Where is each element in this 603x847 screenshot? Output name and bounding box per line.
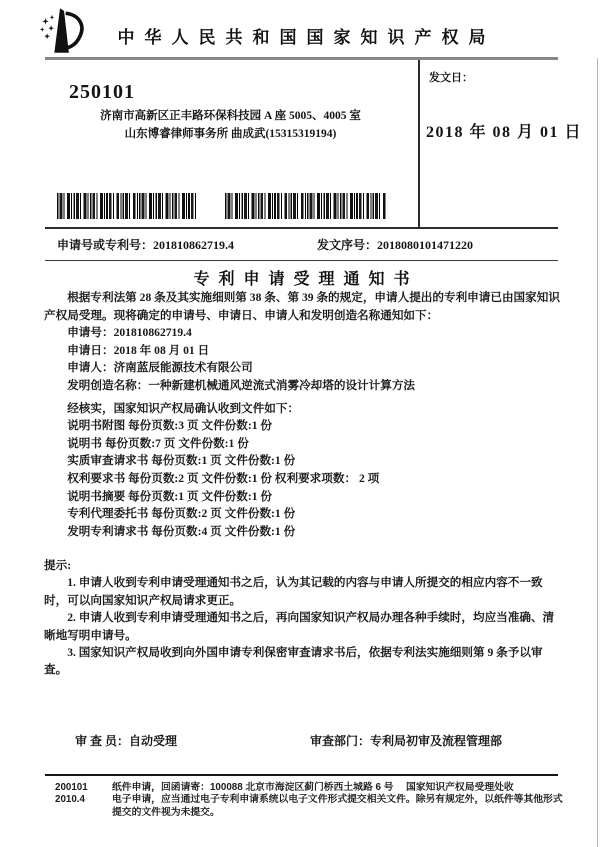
hints-label: 提示: — [44, 559, 72, 572]
barcode — [225, 193, 386, 219]
document-line: 说明书摘要 每份页数:1 页 文件份数:1 份 — [67, 489, 273, 503]
header-divider — [45, 57, 558, 60]
examiner-field — [75, 732, 177, 749]
dispatch-date: 2018 年 08 月 01 日 — [426, 124, 583, 141]
applicant-line: 申请人：济南蓝辰能源技术有限公司 — [67, 361, 253, 375]
notice-body — [44, 289, 561, 540]
department-field — [310, 732, 502, 749]
document-line: 权利要求书 每份页数:2 页 文件份数:1 份 权利要求项数： 2 项 — [67, 471, 380, 485]
mailing-address — [58, 107, 403, 143]
documents-intro: 经核实，国家知识产权局确认收到文件如下： — [67, 401, 300, 415]
serial-number-label: 发文序号： — [317, 238, 378, 252]
postal-code: 250101 — [69, 81, 135, 103]
hint-item: 1. 申请人收到专利申请受理通知书之后，认为其记载的内容与申请人所提交的相应内容不一致时，可以向国家知识产权局请求更正。 — [44, 576, 543, 607]
dispatch-date-label: 发文日： — [429, 72, 473, 84]
application-no-line: 申请号：201810862719.4 — [67, 326, 192, 340]
footer-form-code: 2010.4 — [55, 794, 85, 806]
notice-title: 专利申请受理通知书 — [193, 271, 419, 288]
hint-item: 2. 申请人收到专利申请受理通知书之后，再向国家知识产权局办理各种手续时，均应当准确、清晰地写明申请号。 — [44, 611, 555, 642]
scan-page-edge — [597, 58, 598, 847]
dispatch-serial-number — [317, 236, 473, 253]
application-number-label: 申请号或专利号： — [57, 238, 154, 252]
application-number — [57, 236, 234, 253]
barcode — [57, 193, 197, 219]
document-line: 说明书 每份页数:7 页 文件份数:1 份 — [67, 436, 249, 450]
document-line: 实质审查请求书 每份页数:1 页 文件份数:1 份 — [67, 454, 296, 468]
agency-title: 中华人民共和国国家知识产权局 — [117, 28, 496, 47]
footer-notes — [55, 782, 565, 819]
hints-section — [44, 557, 561, 679]
address-line-2: 山东博睿律师事务所 曲成武(15315319194) — [124, 128, 337, 140]
address-line-1: 济南市高新区正丰路环保科技园 A 座 5005、4005 室 — [100, 110, 361, 122]
footer-divider — [45, 774, 558, 776]
intro-paragraph: 根据专利法第 28 条及其实施细则第 38 条、第 39 条的规定，申请人提出的专利申请已由国家知识产权局受理。现将确定的申请号、申请日、申请人和发明创造名称通知如下： — [44, 291, 560, 322]
horizontal-divider — [45, 227, 558, 229]
application-number-value: 201810862719.4 — [153, 238, 235, 252]
footer-note-paper: 纸件申请，回函请寄：100088 北京市海淀区蓟门桥西土城路 6 号 国家知识产权局受理处收 — [112, 782, 514, 793]
department-value: 专利局初审及流程管理部 — [370, 734, 503, 748]
serial-number-value: 2018080101471220 — [377, 238, 474, 252]
document-line: 发明专利请求书 每份页数:4 页 文件份数:1 份 — [67, 524, 296, 538]
document-line: 说明书附图 每份页数:3 页 文件份数:1 份 — [67, 419, 273, 433]
examiner-label: 审 查 员： — [75, 734, 130, 748]
invention-title-line: 发明创造名称：一种新建机械通风逆流式消雾冷却塔的设计计算方法 — [67, 378, 416, 392]
footer-form-code: 200101 — [55, 782, 88, 793]
department-label: 审查部门： — [310, 734, 371, 748]
hint-item: 3. 国家知识产权局收到向外国申请专利保密审查请求书后，依据专利法实施细则第 9 条予以审查。 — [44, 646, 543, 677]
dispatch-box-divider — [418, 60, 420, 228]
horizontal-divider — [45, 260, 558, 261]
footer-note-electronic: 电子申请，应当通过电子专利申请系统以电子文件形式提交相关文件。除另有规定外，以纸件等其他形式提交的文件视为未提交。 — [112, 794, 563, 818]
application-date-line: 申请日：2018 年 08 月 01 日 — [67, 343, 210, 357]
document-line: 专利代理委托书 每份页数:2 页 文件份数:1 份 — [67, 507, 296, 521]
examiner-value: 自动受理 — [129, 734, 178, 748]
